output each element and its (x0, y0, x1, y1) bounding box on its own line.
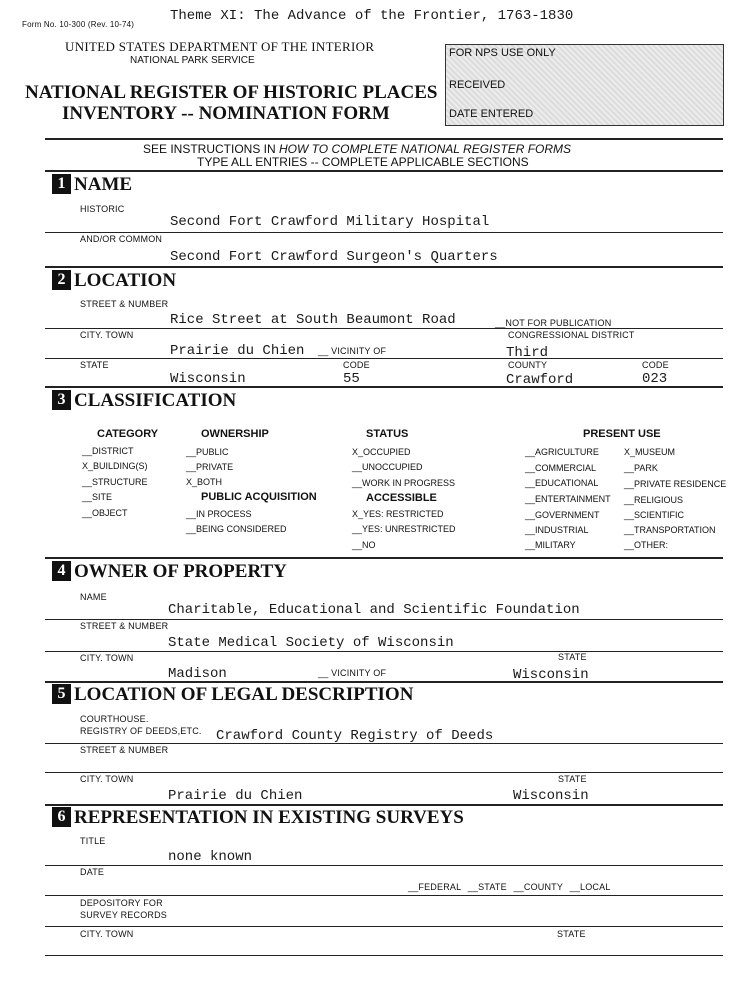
present-use-heading: PRESENT USE (583, 428, 661, 440)
owner-street-label: STREET & NUMBER (80, 621, 169, 631)
owner-city-label: CITY. TOWN (80, 653, 134, 663)
public-acquisition-heading: PUBLIC ACQUISITION (201, 491, 317, 503)
section3-rule (45, 386, 723, 388)
congressional-label: CONGRESSIONAL DISTRICT (508, 330, 635, 340)
field-rule (45, 328, 723, 329)
accessible-restricted: X_YES: RESTRICTED (352, 509, 444, 519)
section-title: REPRESENTATION IN EXISTING SURVEYS (74, 807, 464, 828)
section1-header (52, 174, 132, 196)
form-title-line1: NATIONAL REGISTER OF HISTORIC PLACES (25, 82, 438, 103)
instructions-booklet: HOW TO COMPLETE NATIONAL REGISTER FORMS (279, 142, 572, 156)
owner-state: Wisconsin (513, 667, 589, 683)
category-district: __DISTRICT (82, 446, 134, 456)
instructions-line1 (143, 142, 571, 156)
section2-rule (45, 266, 723, 268)
section6-rule (45, 804, 723, 806)
section5-header (52, 684, 413, 706)
accessible-unrestricted: __YES: UNRESTRICTED (352, 524, 456, 534)
form-number: Form No. 10-300 (Rev. 10-74) (22, 20, 135, 29)
ownership-heading: OWNERSHIP (201, 428, 269, 440)
section-number: 5 (52, 684, 71, 704)
field-rule (45, 895, 723, 896)
use-military: __MILITARY (525, 540, 576, 550)
section1-rule (45, 170, 723, 172)
use-commercial: __COMMERCIAL (525, 463, 597, 473)
section-number: 6 (52, 807, 71, 827)
use-private-residence: __PRIVATE RESIDENCE (624, 479, 727, 489)
legal-city-label: CITY. TOWN (80, 774, 134, 784)
survey-levels: __FEDERAL __STATE __COUNTY __LOCAL (408, 882, 611, 892)
owner-name-label: NAME (80, 592, 107, 602)
field-rule (45, 232, 723, 233)
historic-name: Second Fort Crawford Military Hospital (170, 214, 490, 230)
legal-state-label: STATE (558, 774, 587, 784)
accessible-no: __NO (352, 540, 376, 550)
city-label: CITY. TOWN (80, 330, 134, 340)
status-work-in-progress: __WORK IN PROGRESS (352, 478, 456, 488)
section-title: LOCATION OF LEGAL DESCRIPTION (74, 684, 414, 705)
owner-city: Madison (168, 666, 227, 682)
field-rule (45, 358, 723, 359)
category-object: __OBJECT (82, 508, 128, 518)
field-rule (45, 955, 723, 956)
field-rule (45, 865, 723, 866)
section-number: 1 (52, 174, 71, 194)
section-title: LOCATION (74, 270, 177, 291)
form-title-line2: INVENTORY -- NOMINATION FORM (62, 103, 390, 124)
field-rule (45, 772, 723, 773)
section2-header (52, 270, 176, 292)
common-label: AND/OR COMMON (80, 234, 163, 244)
common-name: Second Fort Crawford Surgeon's Quarters (170, 249, 498, 265)
not-for-publication: __NOT FOR PUBLICATION (495, 318, 612, 328)
status-heading: STATUS (366, 428, 409, 440)
depository-label-line1: DEPOSITORY FOR (80, 898, 163, 908)
instructions-prefix: SEE INSTRUCTIONS IN (143, 142, 280, 156)
historic-label: HISTORIC (80, 204, 125, 214)
legal-state: Wisconsin (513, 788, 589, 804)
status-unoccupied: __UNOCCUPIED (352, 462, 423, 472)
header-rule (45, 138, 723, 140)
section-title: CLASSIFICATION (74, 390, 237, 411)
nps-use-box (445, 44, 724, 126)
depository-state-label: STATE (557, 929, 586, 939)
category-site: __SITE (82, 492, 113, 502)
acquisition-in-process: __IN PROCESS (186, 509, 252, 519)
survey-date-label: DATE (80, 867, 105, 877)
section5-rule (45, 681, 723, 683)
status-occupied: X_OCCUPIED (352, 447, 411, 457)
agency: NATIONAL PARK SERVICE (130, 55, 255, 66)
city-value: Prairie du Chien (170, 343, 305, 359)
acquisition-being-considered: __BEING CONSIDERED (186, 524, 287, 534)
vicinity-label: __ VICINITY OF (318, 346, 387, 356)
section4-header (52, 561, 287, 583)
county-code-value: 023 (642, 371, 668, 387)
courthouse-label-line1: COURTHOUSE. (80, 714, 149, 724)
received-label: RECEIVED (449, 79, 506, 91)
county-code-label: CODE (642, 360, 669, 370)
instructions-line2: TYPE ALL ENTRIES -- COMPLETE APPLICABLE SECTIONS (197, 155, 529, 169)
section-number: 4 (52, 561, 71, 581)
use-religious: __RELIGIOUS (624, 495, 684, 505)
state-code-value: 55 (343, 371, 360, 387)
street-label: STREET & NUMBER (80, 299, 169, 309)
section6-header (52, 807, 464, 829)
use-agriculture: __AGRICULTURE (525, 447, 599, 457)
use-entertainment: __ENTERTAINMENT (525, 494, 611, 504)
ownership-both: X_BOTH (186, 477, 223, 487)
owner-street: State Medical Society of Wisconsin (168, 635, 454, 651)
district-value: Third (506, 345, 549, 361)
depository-label-line2: SURVEY RECORDS (80, 910, 167, 920)
owner-state-label: STATE (558, 652, 587, 662)
field-rule (45, 651, 723, 652)
legal-street-label: STREET & NUMBER (80, 745, 169, 755)
use-other: __OTHER: (624, 540, 669, 550)
category-structure: __STRUCTURE (82, 477, 148, 487)
use-government: __GOVERNMENT (525, 510, 600, 520)
use-industrial: __INDUSTRIAL (525, 525, 589, 535)
category-heading: CATEGORY (97, 428, 159, 440)
use-park: __PARK (624, 463, 658, 473)
use-museum: X_MUSEUM (624, 447, 676, 457)
section-title: NAME (74, 174, 133, 195)
ownership-private: __PRIVATE (186, 462, 234, 472)
owner-vicinity-label: __ VICINITY OF (318, 668, 387, 678)
courthouse-label-line2: REGISTRY OF DEEDS,ETC. (80, 726, 202, 736)
use-scientific: __SCIENTIFIC (624, 510, 685, 520)
owner-name: Charitable, Educational and Scientific Foundation (168, 602, 580, 618)
section4-rule (45, 557, 723, 559)
section-title: OWNER OF PROPERTY (74, 561, 287, 582)
use-educational: __EDUCATIONAL (525, 478, 599, 488)
section3-header (52, 390, 236, 412)
state-label: STATE (80, 360, 109, 370)
field-rule (45, 926, 723, 927)
survey-title: none known (168, 849, 253, 865)
ownership-public: __PUBLIC (186, 447, 229, 457)
field-rule (45, 619, 723, 620)
field-rule (45, 743, 723, 744)
depository-city-label: CITY. TOWN (80, 929, 134, 939)
code-label: CODE (343, 360, 370, 370)
county-value: Crawford (506, 372, 574, 388)
department: UNITED STATES DEPARTMENT OF THE INTERIOR (65, 39, 375, 54)
nps-use-label: FOR NPS USE ONLY (449, 47, 556, 59)
section-number: 2 (52, 270, 71, 290)
category-buildings: X_BUILDING(S) (82, 461, 148, 471)
theme-line: Theme XI: The Advance of the Frontier, 1763-1830 (170, 8, 574, 24)
survey-title-label: TITLE (80, 836, 106, 846)
street-value: Rice Street at South Beaumont Road (170, 312, 456, 328)
section-number: 3 (52, 390, 71, 410)
legal-city: Prairie du Chien (168, 788, 303, 804)
date-entered-label: DATE ENTERED (449, 108, 534, 120)
courthouse-value: Crawford County Registry of Deeds (216, 728, 494, 744)
accessible-heading: ACCESSIBLE (366, 492, 437, 504)
use-transportation: __TRANSPORTATION (624, 525, 716, 535)
state-value: Wisconsin (170, 371, 246, 387)
county-label: COUNTY (508, 360, 548, 370)
